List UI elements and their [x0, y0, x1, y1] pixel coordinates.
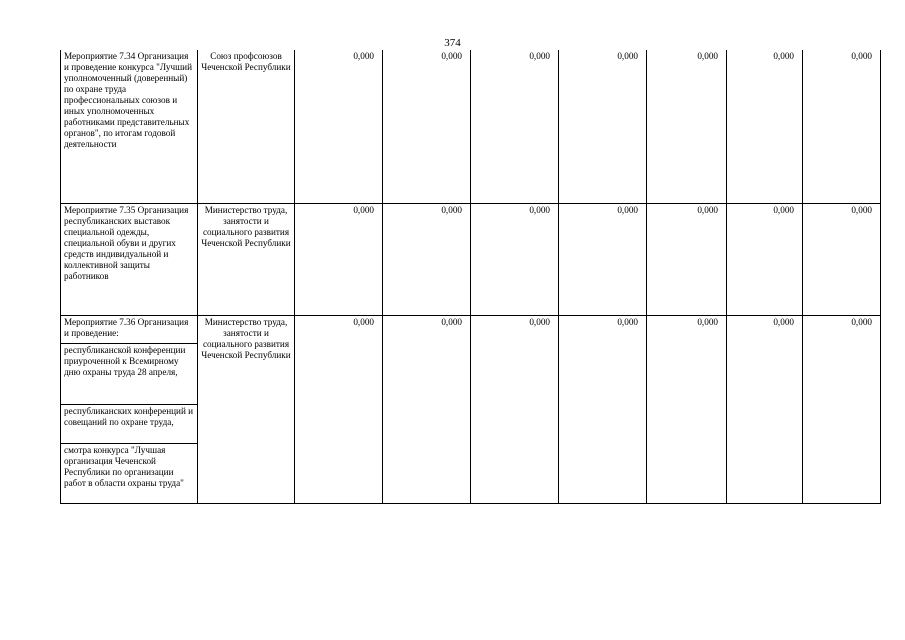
value-cell: 0,000 [559, 204, 647, 316]
activity-name-part: республиканских конференций и совещаний по охране труда, [61, 404, 197, 443]
value-cell: 0,000 [727, 316, 803, 504]
value-cell: 0,000 [471, 204, 559, 316]
activity-name-cell [61, 316, 198, 504]
value-cell: 0,000 [295, 50, 383, 204]
value-cell: 0,000 [559, 316, 647, 504]
activity-name: Мероприятие 7.35 Организация республиканских выставок специальной одежды, специальной обуви и других средств индивидуальной и коллективной защиты работников [61, 204, 198, 316]
value-cell: 0,000 [471, 50, 559, 204]
value-cell: 0,000 [383, 316, 471, 504]
executor: Союз профсоюзов Чеченской Республики [198, 50, 295, 204]
activity-name-part: Мероприятие 7.36 Организация и проведение: [64, 317, 189, 338]
executor: Министерство труда, занятости и социального развития Чеченской Республики [198, 204, 295, 316]
value-cell: 0,000 [803, 316, 881, 504]
table-row [61, 50, 881, 204]
value-cell: 0,000 [647, 316, 727, 504]
executor: Министерство труда, занятости и социального развития Чеченской Республики [198, 316, 295, 504]
program-table [60, 50, 881, 504]
activity-name-part: республиканской конференции приуроченной к Всемирному дню охраны труда 28 апреля, [61, 343, 197, 404]
value-cell: 0,000 [647, 204, 727, 316]
value-cell: 0,000 [647, 50, 727, 204]
value-cell: 0,000 [383, 50, 471, 204]
value-cell: 0,000 [727, 204, 803, 316]
value-cell: 0,000 [803, 50, 881, 204]
value-cell: 0,000 [471, 316, 559, 504]
table-row [61, 316, 881, 504]
value-cell: 0,000 [295, 316, 383, 504]
page-number: 374 [444, 37, 461, 49]
value-cell: 0,000 [727, 50, 803, 204]
value-cell: 0,000 [383, 204, 471, 316]
value-cell: 0,000 [559, 50, 647, 204]
activity-name-part: смотра конкурса "Лучшая организация Чеченской Республики по организации работ в области охраны труда" [61, 443, 197, 489]
table-row [61, 204, 881, 316]
activity-name: Мероприятие 7.34 Организация и проведение конкурса "Лучший уполномоченный (доверенный) по охране труда профессиональных союзов и иных уполномоченных работниками представительных органов", по итогам годовой деятельности [61, 50, 198, 204]
value-cell: 0,000 [295, 204, 383, 316]
value-cell: 0,000 [803, 204, 881, 316]
